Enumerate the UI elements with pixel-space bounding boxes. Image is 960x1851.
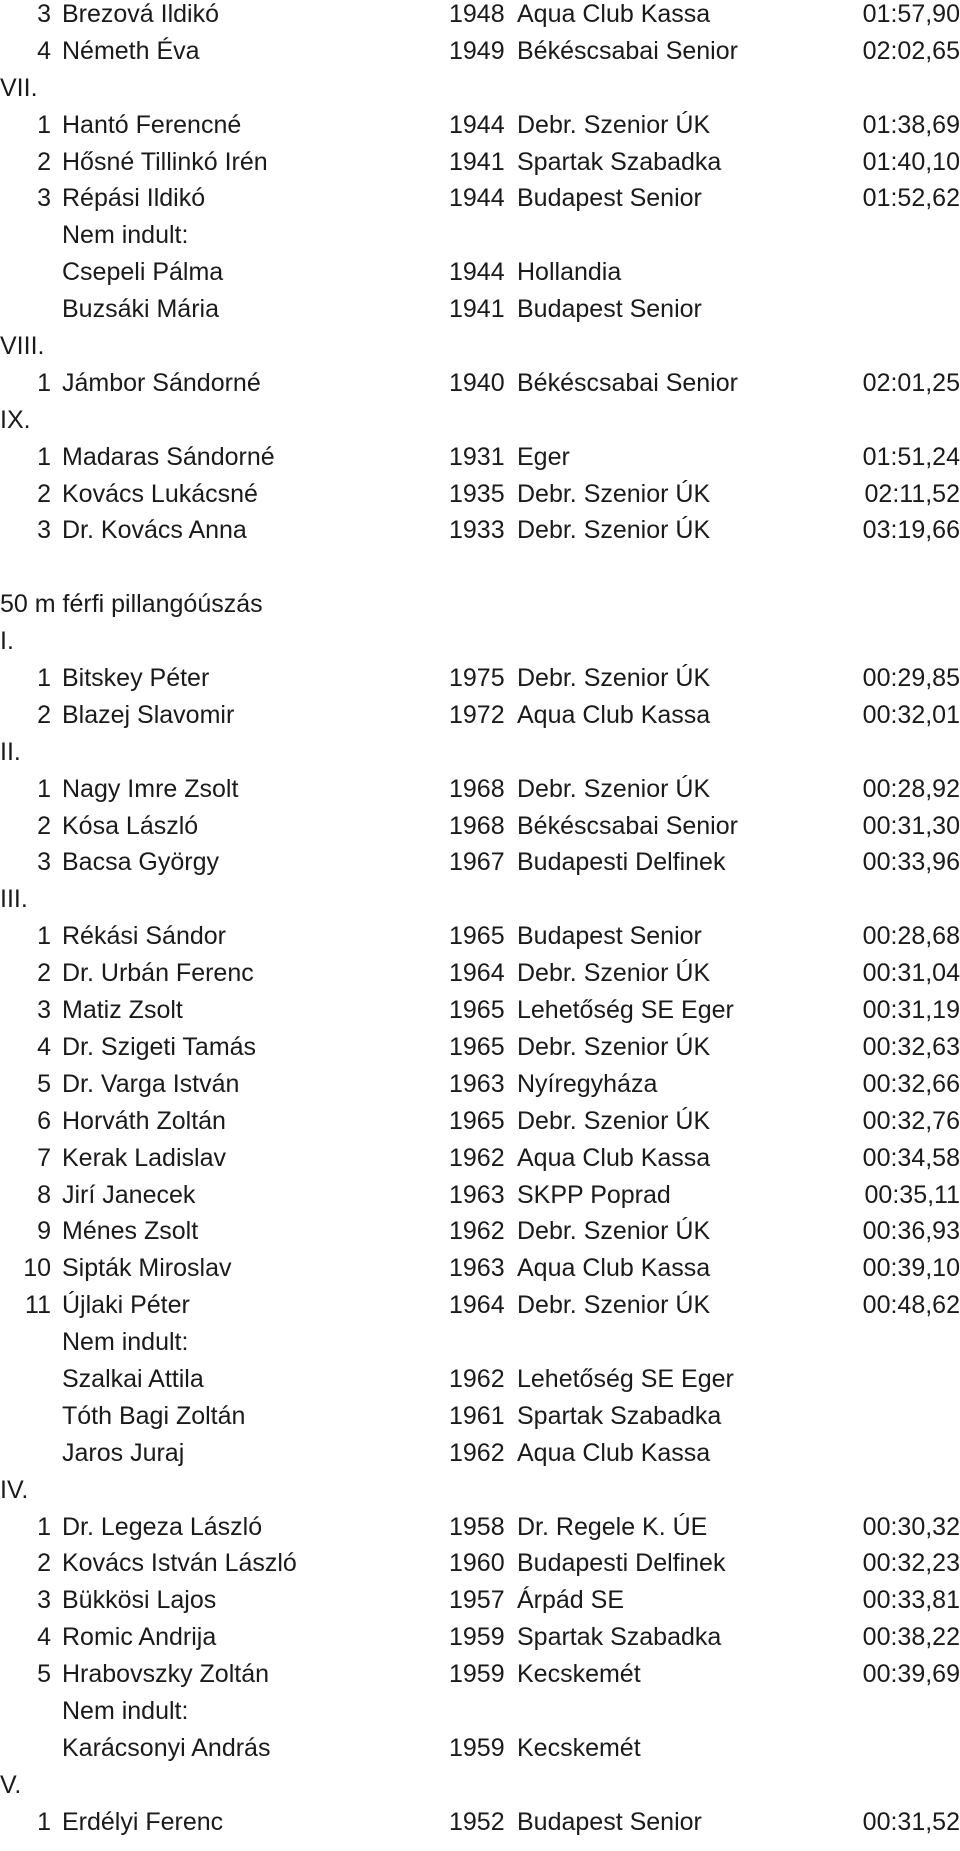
result-row [0, 1586, 960, 1623]
competitor-name: Buzsáki Mária [62, 295, 219, 324]
result-row [0, 1217, 960, 1254]
finish-time: 00:48,62 [862, 1291, 960, 1320]
birth-year: 1972 [449, 700, 505, 729]
age-category-heading [0, 1771, 960, 1808]
competitor-name: Kerak Ladislav [62, 1143, 226, 1172]
placement: 3 [37, 184, 51, 213]
placement: 1 [37, 110, 51, 139]
did-not-start-heading [0, 1328, 960, 1365]
finish-time: 00:32,66 [862, 1069, 960, 1098]
finish-time: 02:11,52 [864, 479, 960, 508]
placement: 4 [37, 36, 51, 65]
competitor-name: Németh Éva [62, 36, 200, 65]
club-name: Békéscsabai Senior [517, 368, 738, 397]
club-name: Budapest Senior [517, 295, 702, 324]
competitor-name: Brezová Ildikó [62, 0, 220, 28]
finish-time: 02:02,65 [862, 36, 960, 65]
club-name: Debr. Szenior ÚK [517, 664, 711, 693]
result-row [0, 480, 960, 517]
finish-time: 00:32,63 [862, 1032, 960, 1061]
finish-time: 00:32,76 [862, 1106, 960, 1135]
result-row [0, 148, 960, 185]
result-row [0, 1107, 960, 1144]
competitor-name: Sipták Miroslav [62, 1254, 232, 1283]
result-row [0, 295, 960, 332]
placement: 1 [37, 368, 51, 397]
competitor-name: Bükkösi Lajos [62, 1586, 217, 1615]
club-name: Lehetőség SE Eger [517, 1364, 734, 1393]
competitor-name: Matiz Zsolt [62, 996, 183, 1025]
age-category-label: II. [0, 737, 21, 766]
finish-time: 01:51,24 [862, 442, 960, 471]
result-row [0, 1549, 960, 1586]
birth-year: 1960 [449, 1549, 505, 1578]
birth-year: 1952 [449, 1807, 505, 1836]
club-name: SKPP Poprad [517, 1180, 671, 1209]
club-name: Debr. Szenior ÚK [517, 516, 711, 545]
finish-time: 00:33,96 [862, 848, 960, 877]
event-title-label: 50 m férfi pillangóúszás [0, 590, 263, 619]
club-name: Debr. Szenior ÚK [517, 774, 711, 803]
competitor-name: Dr. Varga István [62, 1069, 240, 1098]
birth-year: 1933 [449, 516, 505, 545]
did-not-start-heading [0, 1697, 960, 1734]
placement: 1 [37, 1807, 51, 1836]
competitor-name: Hrabovszky Zoltán [62, 1660, 270, 1689]
age-category-label: IV. [0, 1475, 29, 1504]
birth-year: 1963 [449, 1180, 505, 1209]
birth-year: 1962 [449, 1217, 505, 1246]
club-name: Nyíregyháza [517, 1069, 658, 1098]
age-category-heading [0, 74, 960, 111]
result-row [0, 516, 960, 553]
finish-time: 00:39,10 [862, 1254, 960, 1283]
age-category-heading [0, 738, 960, 775]
club-name: Spartak Szabadka [517, 147, 722, 176]
competitor-name: Dr. Kovács Anna [62, 516, 247, 545]
birth-year: 1963 [449, 1254, 505, 1283]
result-row [0, 996, 960, 1033]
placement: 3 [37, 996, 51, 1025]
placement: 3 [37, 516, 51, 545]
result-row [0, 184, 960, 221]
club-name: Budapesti Delfinek [517, 848, 726, 877]
result-row [0, 1033, 960, 1070]
did-not-start-label: Nem indult: [62, 1696, 189, 1725]
placement: 1 [37, 664, 51, 693]
competitor-name: Kósa László [62, 811, 199, 840]
birth-year: 1959 [449, 1660, 505, 1689]
club-name: Aqua Club Kassa [517, 1254, 711, 1283]
birth-year: 1962 [449, 1364, 505, 1393]
placement: 2 [37, 811, 51, 840]
club-name: Békéscsabai Senior [517, 36, 738, 65]
birth-year: 1967 [449, 848, 505, 877]
placement: 11 [25, 1291, 51, 1320]
placement: 2 [37, 147, 51, 176]
birth-year: 1962 [449, 1143, 505, 1172]
age-category-label: III. [0, 885, 28, 914]
finish-time: 00:30,32 [862, 1512, 960, 1541]
finish-time: 00:28,68 [862, 922, 960, 951]
placement: 1 [37, 442, 51, 471]
club-name: Budapest Senior [517, 922, 702, 951]
club-name: Aqua Club Kassa [517, 1143, 711, 1172]
birth-year: 1961 [449, 1401, 505, 1430]
competitor-name: Karácsonyi András [62, 1733, 271, 1762]
competitor-name: Madaras Sándorné [62, 442, 275, 471]
age-category-heading [0, 406, 960, 443]
competitor-name: Jaros Juraj [62, 1438, 185, 1467]
placement: 8 [37, 1180, 51, 1209]
finish-time: 01:52,62 [862, 184, 960, 213]
result-row [0, 1734, 960, 1771]
birth-year: 1965 [449, 1032, 505, 1061]
placement: 5 [37, 1660, 51, 1689]
competitor-name: Szalkai Attila [62, 1364, 204, 1393]
result-row [0, 1402, 960, 1439]
competitor-name: Bacsa György [62, 848, 220, 877]
club-name: Spartak Szabadka [517, 1401, 722, 1430]
competitor-name: Dr. Legeza László [62, 1512, 263, 1541]
competitor-name: Répási Ildikó [62, 184, 206, 213]
competitor-name: Jámbor Sándorné [62, 368, 261, 397]
age-category-label: IX. [0, 405, 31, 434]
placement: 6 [37, 1106, 51, 1135]
birth-year: 1944 [449, 258, 505, 287]
club-name: Aqua Club Kassa [517, 1438, 711, 1467]
finish-time: 00:32,01 [862, 700, 960, 729]
placement: 2 [37, 1549, 51, 1578]
age-category-heading [0, 1476, 960, 1513]
birth-year: 1968 [449, 774, 505, 803]
placement: 3 [37, 848, 51, 877]
birth-year: 1963 [449, 1069, 505, 1098]
club-name: Eger [517, 442, 570, 471]
competitor-name: Nagy Imre Zsolt [62, 774, 239, 803]
club-name: Budapest Senior [517, 1807, 702, 1836]
birth-year: 1958 [449, 1512, 505, 1541]
birth-year: 1957 [449, 1586, 505, 1615]
result-row [0, 701, 960, 738]
competitor-name: Hantó Ferencné [62, 110, 242, 139]
result-row [0, 922, 960, 959]
club-name: Aqua Club Kassa [517, 0, 711, 28]
placement: 4 [37, 1623, 51, 1652]
competitor-name: Csepeli Pálma [62, 258, 224, 287]
birth-year: 1975 [449, 664, 505, 693]
finish-time: 00:29,85 [862, 664, 960, 693]
competitor-name: Horváth Zoltán [62, 1106, 226, 1135]
birth-year: 1941 [449, 147, 505, 176]
birth-year: 1935 [449, 479, 505, 508]
competitor-name: Ménes Zsolt [62, 1217, 199, 1246]
result-row [0, 1623, 960, 1660]
competitor-name: Bitskey Péter [62, 664, 210, 693]
club-name: Debr. Szenior ÚK [517, 1032, 711, 1061]
finish-time: 01:57,90 [862, 0, 960, 28]
result-row [0, 1181, 960, 1218]
birth-year: 1964 [449, 1291, 505, 1320]
result-row [0, 1513, 960, 1550]
age-category-heading [0, 885, 960, 922]
finish-time: 00:38,22 [862, 1623, 960, 1652]
club-name: Budapest Senior [517, 184, 702, 213]
finish-time: 01:38,69 [862, 110, 960, 139]
competitor-name: Rékási Sándor [62, 922, 226, 951]
club-name: Hollandia [517, 258, 622, 287]
competitor-name: Kovács István László [62, 1549, 297, 1578]
competitor-name: Tóth Bagi Zoltán [62, 1401, 246, 1430]
placement: 2 [37, 479, 51, 508]
club-name: Aqua Club Kassa [517, 700, 711, 729]
result-row [0, 443, 960, 480]
birth-year: 1949 [449, 36, 505, 65]
finish-time: 00:31,19 [862, 996, 960, 1025]
competitor-name: Újlaki Péter [62, 1291, 190, 1320]
result-row [0, 1439, 960, 1476]
result-row [0, 1365, 960, 1402]
birth-year: 1959 [449, 1733, 505, 1762]
competitor-name: Blazej Slavomir [62, 700, 235, 729]
result-row [0, 1660, 960, 1697]
club-name: Budapesti Delfinek [517, 1549, 726, 1578]
birth-year: 1962 [449, 1438, 505, 1467]
result-row [0, 1291, 960, 1328]
competitor-name: Romic Andrija [62, 1623, 217, 1652]
birth-year: 1948 [449, 0, 505, 28]
club-name: Lehetőség SE Eger [517, 996, 734, 1025]
age-category-label: VII. [0, 73, 38, 102]
competitor-name: Jirí Janecek [62, 1180, 196, 1209]
birth-year: 1968 [449, 811, 505, 840]
birth-year: 1941 [449, 295, 505, 324]
placement: 1 [37, 774, 51, 803]
placement: 1 [37, 1512, 51, 1541]
club-name: Spartak Szabadka [517, 1623, 722, 1652]
birth-year: 1944 [449, 184, 505, 213]
result-row [0, 812, 960, 849]
placement: 7 [37, 1143, 51, 1172]
age-category-heading [0, 627, 960, 664]
birth-year: 1931 [449, 442, 505, 471]
competitor-name: Erdélyi Ferenc [62, 1807, 224, 1836]
placement: 2 [37, 959, 51, 988]
club-name: Debr. Szenior ÚK [517, 479, 711, 508]
placement: 2 [37, 700, 51, 729]
club-name: Árpád SE [517, 1586, 625, 1615]
birth-year: 1965 [449, 1106, 505, 1135]
blank-line [0, 553, 960, 590]
result-row [0, 848, 960, 885]
result-row [0, 1254, 960, 1291]
result-row [0, 258, 960, 295]
result-row [0, 664, 960, 701]
placement: 10 [23, 1254, 51, 1283]
placement: 3 [37, 1586, 51, 1615]
result-row [0, 775, 960, 812]
birth-year: 1959 [449, 1623, 505, 1652]
finish-time: 00:36,93 [862, 1217, 960, 1246]
club-name: Kecskemét [517, 1733, 641, 1762]
finish-time: 02:01,25 [862, 368, 960, 397]
birth-year: 1965 [449, 922, 505, 951]
did-not-start-label: Nem indult: [62, 221, 189, 250]
placement: 4 [37, 1032, 51, 1061]
placement: 5 [37, 1069, 51, 1098]
did-not-start-label: Nem indult: [62, 1328, 189, 1357]
birth-year: 1944 [449, 110, 505, 139]
club-name: Kecskemét [517, 1660, 641, 1689]
club-name: Debr. Szenior ÚK [517, 1291, 711, 1320]
finish-time: 00:39,69 [862, 1660, 960, 1689]
competitor-name: Hősné Tillinkó Irén [62, 147, 268, 176]
finish-time: 00:31,52 [862, 1807, 960, 1836]
result-row [0, 111, 960, 148]
birth-year: 1940 [449, 368, 505, 397]
event-title [0, 590, 960, 627]
did-not-start-heading [0, 221, 960, 258]
age-category-label: I. [0, 627, 14, 656]
result-row [0, 0, 960, 37]
finish-time: 00:31,04 [862, 959, 960, 988]
age-category-heading [0, 332, 960, 369]
finish-time: 00:34,58 [862, 1143, 960, 1172]
finish-time: 01:40,10 [862, 147, 960, 176]
result-row [0, 369, 960, 406]
placement: 3 [37, 0, 51, 28]
competitor-name: Dr. Szigeti Tamás [62, 1032, 257, 1061]
club-name: Békéscsabai Senior [517, 811, 738, 840]
finish-time: 00:31,30 [862, 811, 960, 840]
placement: 9 [37, 1217, 51, 1246]
finish-time: 00:32,23 [862, 1549, 960, 1578]
finish-time: 00:35,11 [864, 1180, 960, 1209]
club-name: Debr. Szenior ÚK [517, 959, 711, 988]
competitor-name: Dr. Urbán Ferenc [62, 959, 254, 988]
competitor-name: Kovács Lukácsné [62, 479, 258, 508]
age-category-label: VIII. [0, 332, 45, 361]
club-name: Debr. Szenior ÚK [517, 1106, 711, 1135]
result-row [0, 1070, 960, 1107]
result-row [0, 1144, 960, 1181]
result-row [0, 959, 960, 996]
club-name: Debr. Szenior ÚK [517, 1217, 711, 1246]
result-row [0, 37, 960, 74]
placement: 1 [37, 922, 51, 951]
birth-year: 1965 [449, 996, 505, 1025]
age-category-label: V. [0, 1770, 22, 1799]
birth-year: 1964 [449, 959, 505, 988]
finish-time: 03:19,66 [862, 516, 960, 545]
club-name: Debr. Szenior ÚK [517, 110, 711, 139]
result-row [0, 1808, 960, 1845]
finish-time: 00:28,92 [862, 774, 960, 803]
finish-time: 00:33,81 [862, 1586, 960, 1615]
club-name: Dr. Regele K. ÚE [517, 1512, 708, 1541]
